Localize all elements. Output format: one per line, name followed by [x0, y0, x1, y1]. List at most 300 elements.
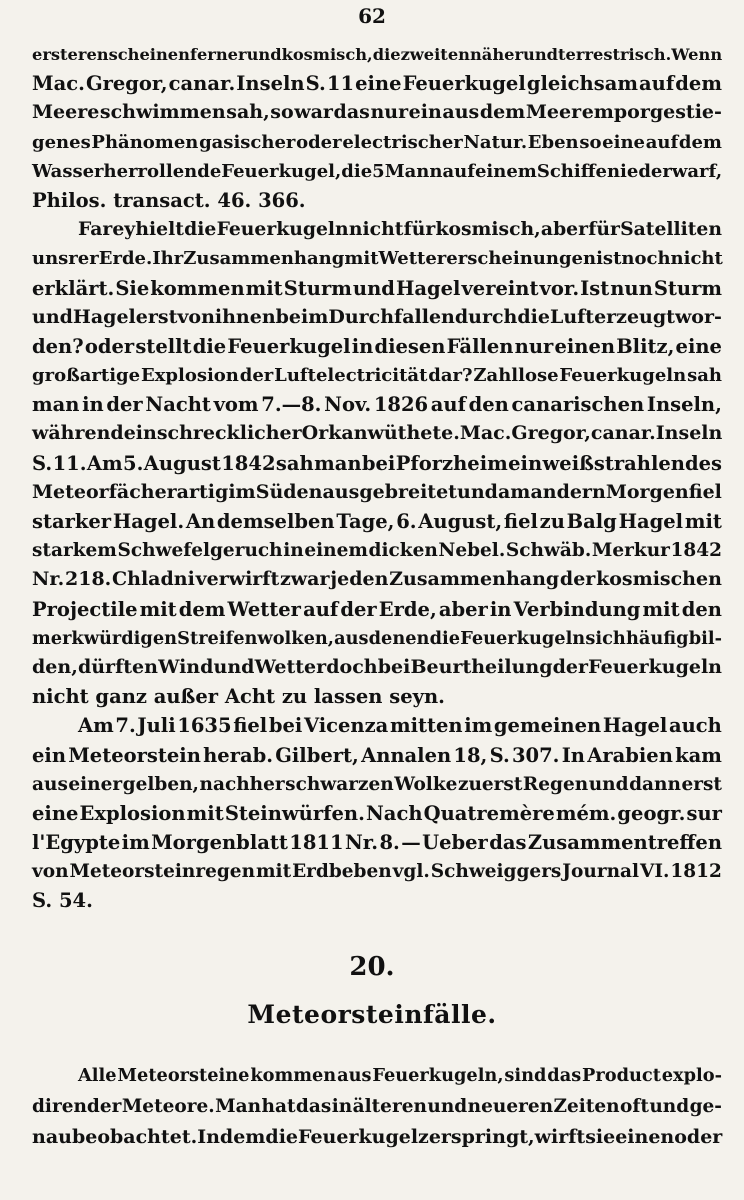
word: Erde. [98, 248, 153, 270]
word: im [228, 480, 256, 503]
word: VI. [640, 861, 670, 883]
word: Schiffe [536, 160, 607, 182]
word: 18, [453, 743, 488, 767]
word: aus [337, 1065, 372, 1086]
word: die [265, 1126, 299, 1148]
word: 7. [115, 714, 136, 738]
word: Orkan [301, 422, 368, 445]
word: Wasser [32, 160, 104, 182]
word: wirft [534, 1126, 586, 1148]
word: Journal [562, 861, 640, 883]
text-line [32, 595, 722, 624]
word: Nr. [32, 568, 65, 591]
word: zuerst [457, 773, 523, 795]
word: bei [268, 714, 303, 738]
word: das [489, 831, 527, 855]
word: von [177, 305, 215, 328]
word: näher [469, 45, 524, 64]
word: kommen [250, 1065, 337, 1086]
word: Eben [527, 131, 579, 153]
word: Meteore. [121, 1096, 215, 1117]
word: sie [585, 1126, 616, 1148]
word: fächerartig [108, 480, 229, 503]
word: sah [275, 451, 314, 475]
word: Hagel. [112, 510, 185, 533]
word: starker [32, 510, 112, 533]
word: und [649, 1096, 690, 1117]
word: geogr. [617, 801, 686, 825]
word: Blitz, [616, 334, 675, 358]
word: Meteor [32, 480, 109, 503]
word: beobachtet. [71, 1126, 198, 1148]
word: Hagel [618, 510, 684, 533]
word: Inseln [655, 422, 723, 445]
text-line [32, 449, 722, 478]
word: — [401, 831, 421, 855]
word: canar. [590, 422, 656, 445]
word: ihnen [214, 305, 276, 328]
word: stellt [135, 334, 192, 358]
paragraph-1 [32, 40, 722, 215]
word: ist [596, 248, 622, 270]
word: im [121, 831, 150, 855]
word: dicken [368, 540, 438, 562]
section-text [32, 1060, 722, 1153]
word: Zeiten [553, 1096, 620, 1117]
word: aber [438, 597, 488, 621]
word: Meere [32, 101, 100, 124]
word: dirender [32, 1096, 122, 1117]
word: Nov. [324, 393, 372, 417]
word: Meteorstein [68, 743, 201, 767]
text-line [32, 98, 722, 127]
word: Arabien [587, 743, 673, 767]
word: den, [32, 655, 78, 678]
text-line [32, 565, 722, 594]
word: weißstrahlendes [542, 451, 722, 475]
word: S. [32, 451, 53, 475]
word: fiel [503, 510, 538, 533]
word: Zusammenhang [389, 568, 560, 591]
word: Feuerkugel [298, 1126, 419, 1148]
word: oder [674, 1126, 723, 1148]
word: zwar [280, 568, 330, 591]
text-line [32, 40, 722, 69]
word: ein [408, 101, 442, 124]
word: schrecklicher [156, 422, 302, 445]
word: dem [675, 72, 722, 96]
word: 1812 [670, 861, 722, 883]
word: Satelliten [620, 218, 722, 241]
word: Feuerkugeln [460, 627, 586, 649]
word: Mann [384, 160, 443, 182]
word: ein [508, 451, 543, 475]
word: Streifenwolken, [177, 627, 334, 649]
word: der [559, 568, 596, 591]
word: Schweiggers [430, 861, 562, 883]
word: Fällen [446, 334, 514, 358]
word: Regen [522, 773, 589, 795]
word: Gregor, [511, 422, 591, 445]
word: In [561, 743, 585, 767]
word: mitten [389, 714, 463, 738]
word: nicht [670, 248, 723, 270]
word: denen [368, 627, 430, 649]
word: auf [639, 72, 675, 96]
word: Meteorsteine [117, 1065, 250, 1086]
word: erst [681, 773, 722, 795]
word: Alle [78, 1065, 117, 1086]
word: auf [645, 131, 679, 153]
word: eine [32, 801, 79, 825]
word: sich [585, 627, 626, 649]
word: fiel [688, 480, 722, 503]
word: dem [178, 597, 226, 621]
word: canarischen [511, 393, 645, 417]
text-line [32, 274, 722, 303]
word: Morgen [605, 480, 689, 503]
word: in [489, 597, 512, 621]
word: den [681, 597, 722, 621]
word: starkem [32, 540, 117, 562]
word: mit [245, 276, 283, 300]
word: in [331, 1096, 353, 1117]
word: Product [582, 1065, 661, 1086]
word: Steinwürfen. [224, 801, 365, 825]
word: jeden [330, 568, 389, 591]
word: der [106, 393, 143, 417]
word: 5. [123, 451, 144, 475]
word: doch [326, 655, 378, 678]
word: Merkur [591, 540, 670, 562]
text-line: nicht ganz außer Acht zu lassen seyn. [32, 685, 445, 709]
word: Feuerkugel [227, 334, 351, 358]
text-line [32, 1060, 722, 1091]
word: Nacht [145, 393, 211, 417]
word: und [246, 45, 282, 64]
word: ausgebreitet [322, 480, 457, 503]
text-line [32, 1122, 722, 1153]
text-line [32, 332, 722, 361]
text-line [32, 741, 722, 770]
word: Schwäb. [505, 540, 592, 562]
word: terrestrisch. [558, 45, 672, 64]
word: am [497, 480, 531, 503]
word: Wettererscheinungen [378, 248, 597, 270]
word: auch [668, 714, 722, 738]
word: Erdbeben [292, 861, 392, 883]
word: aber [540, 218, 588, 241]
text-line [32, 215, 722, 244]
word: Mac. [32, 72, 85, 96]
word: kosmisch, [435, 218, 541, 241]
word: electrischer [342, 131, 463, 153]
word: 6. [396, 510, 417, 533]
word: Ihr [152, 248, 184, 270]
word: eine [602, 131, 645, 153]
word: nachher [199, 773, 285, 795]
word: erst [135, 305, 178, 328]
word: explo- [661, 1065, 722, 1086]
word: ge- [689, 1096, 722, 1117]
word: August, [418, 510, 503, 533]
word: ersteren [32, 45, 109, 64]
word: kommen [150, 276, 245, 300]
word: canar. [168, 72, 236, 96]
word: einem [304, 540, 368, 562]
word: 218. [65, 568, 112, 591]
word: eine [355, 72, 402, 96]
word: An [185, 510, 216, 533]
word: die [517, 305, 550, 328]
word: auf [303, 597, 339, 621]
word: bei [377, 655, 411, 678]
body-text [32, 40, 722, 916]
word: merkwürdigen [32, 627, 178, 649]
word: und [427, 1096, 468, 1117]
word: demselben [216, 510, 335, 533]
word: Süden [255, 480, 323, 503]
word: Schwefelgeruch [117, 540, 283, 562]
word: aus [442, 101, 480, 124]
word: Inseln, [646, 393, 722, 417]
section-title: Meteorsteinfälle. [247, 1000, 497, 1029]
word: mit [186, 801, 224, 825]
word: Hagel [602, 714, 668, 738]
word: mit [255, 861, 292, 883]
word: mit [344, 248, 379, 270]
word: herab. [203, 743, 274, 767]
word: ein [32, 743, 66, 767]
paragraph-3 [32, 711, 722, 915]
word: im [464, 714, 493, 738]
word: Meer [525, 101, 582, 124]
word: dann [629, 773, 681, 795]
word: erklärt. [32, 276, 115, 300]
text-line [32, 799, 722, 828]
word: mit [684, 510, 722, 533]
word: Projectile [32, 597, 138, 621]
word: Zahllose [473, 365, 559, 387]
word: l'Egypte [32, 831, 121, 855]
page-number: 62 [358, 4, 386, 28]
word: einen [554, 334, 616, 358]
word: Hagel [395, 276, 461, 300]
word: gelben, [122, 773, 199, 795]
word: gleichsam [526, 72, 638, 96]
word: zu [539, 510, 565, 533]
word: Annalen [361, 743, 452, 767]
word: Feuerkugeln [588, 655, 722, 678]
word: Hagel [72, 305, 136, 328]
word: Sturm [283, 276, 352, 300]
word: emporgestie- [581, 101, 722, 124]
word: der [552, 655, 589, 678]
word: Explosion [140, 365, 239, 387]
word: und [588, 773, 629, 795]
word: Am [78, 714, 114, 738]
word: mit [139, 597, 177, 621]
word: in [82, 393, 104, 417]
text-line [32, 244, 722, 273]
word: Durchfallen [328, 305, 455, 328]
word: nun [610, 276, 653, 300]
word: oder [84, 334, 135, 358]
word: Verbindung [513, 597, 641, 621]
word: gasischer [199, 131, 296, 153]
word: 1826 [373, 393, 429, 417]
word: vereint [461, 276, 539, 300]
word: S. [305, 72, 326, 96]
word: und [352, 276, 395, 300]
word: aus [32, 773, 68, 795]
word: bei [361, 451, 396, 475]
text-line: Philos. transact. 46. 366. [32, 188, 306, 212]
word: Feuerkugel [402, 72, 526, 96]
word: Feuerkugeln, [372, 1065, 504, 1086]
word: Farey [78, 218, 136, 241]
word: der [340, 597, 377, 621]
text-line [32, 624, 722, 653]
text-line [32, 69, 722, 98]
word: sind [504, 1065, 547, 1086]
word: mit [642, 597, 680, 621]
word: für [403, 218, 436, 241]
word: Feuerkugeln [216, 218, 349, 241]
word: Quatremère [423, 801, 555, 825]
word: Mac. [459, 422, 512, 445]
word: noch [621, 248, 671, 270]
word: während [32, 422, 124, 445]
text-line [32, 653, 722, 682]
word: nur [370, 101, 409, 124]
word: bil- [688, 627, 722, 649]
word: das [295, 1096, 332, 1117]
text-line [32, 1091, 722, 1122]
word: Am [86, 451, 123, 475]
word: dar? [428, 365, 473, 387]
word: Wetter [254, 655, 327, 678]
word: Wenn [671, 45, 723, 64]
word: neueren [467, 1096, 554, 1117]
word: auf [442, 160, 475, 182]
text-line: S. 54. [32, 889, 93, 913]
word: 1635 [177, 714, 232, 738]
word: ferner [189, 45, 247, 64]
word: Erde, [378, 597, 437, 621]
word: schwimmen [99, 101, 226, 124]
word: älteren [352, 1096, 427, 1117]
word: Meteorsteinregen [69, 861, 256, 883]
word: Zusammenhang [183, 248, 345, 270]
word: Luft [549, 305, 595, 328]
text-line [32, 390, 722, 419]
word: gemeinen [493, 714, 602, 738]
word: einer [68, 773, 123, 795]
word: Chladni [112, 568, 195, 591]
word: genes [32, 131, 91, 153]
text-line [32, 857, 722, 886]
word: auf [430, 393, 466, 417]
word: schwarzen [285, 773, 394, 795]
word: dürften [77, 655, 158, 678]
word: 1842 [670, 540, 722, 562]
word: Balg [566, 510, 617, 533]
text-line [32, 478, 722, 507]
word: Ist [580, 276, 610, 300]
word: zweiten [400, 45, 470, 64]
word: Sturm [653, 276, 722, 300]
word: in [351, 334, 374, 358]
word: Gilbert, [275, 743, 359, 767]
word: unsrer [32, 248, 99, 270]
word: fiel [233, 714, 268, 738]
word: verwirft [195, 568, 280, 591]
word: Wetter [227, 597, 301, 621]
word: die [184, 218, 217, 241]
word: einem [474, 160, 537, 182]
word: die [341, 160, 373, 182]
text-line [32, 419, 722, 448]
word: Ueber [422, 831, 488, 855]
word: man [314, 451, 362, 475]
word: eine [675, 334, 722, 358]
word: den? [32, 334, 84, 358]
word: nur [514, 334, 554, 358]
word: Morgenblatt [151, 831, 288, 855]
word: häufig [625, 627, 689, 649]
word: scheinen [108, 45, 190, 64]
word: in [283, 540, 304, 562]
word: hat [261, 1096, 296, 1117]
word: hielt [135, 218, 184, 241]
word: Indem [197, 1126, 266, 1148]
word: Nr. [344, 831, 379, 855]
word: Explosion [79, 801, 186, 825]
word: Luftelectricität [274, 365, 428, 387]
word: beim [275, 305, 329, 328]
word: sah, [226, 101, 270, 124]
word: durch [454, 305, 518, 328]
word: Nebel. [438, 540, 506, 562]
word: Man [215, 1096, 262, 1117]
text-line [32, 157, 722, 186]
word: das [333, 101, 370, 124]
word: oder [296, 131, 342, 153]
word: dem [479, 101, 526, 124]
word: 1842 [221, 451, 276, 475]
word: zerspringt, [418, 1126, 535, 1148]
paragraph-2 [32, 215, 722, 711]
word: 11. [52, 451, 87, 475]
word: die [192, 334, 227, 358]
word: Nach [365, 801, 423, 825]
word: für [588, 218, 620, 241]
word: ein [123, 422, 157, 445]
word: kosmisch, [281, 45, 373, 64]
word: andern [530, 480, 606, 503]
word: Tage, [336, 510, 395, 533]
word: sur [686, 801, 722, 825]
word: kam [675, 743, 722, 767]
word: und [523, 45, 559, 64]
text-line [32, 128, 722, 157]
word: oft [620, 1096, 649, 1117]
text-line [32, 303, 722, 332]
word: man [32, 393, 80, 417]
word: mém. [555, 801, 617, 825]
word: Natur. [463, 131, 528, 153]
